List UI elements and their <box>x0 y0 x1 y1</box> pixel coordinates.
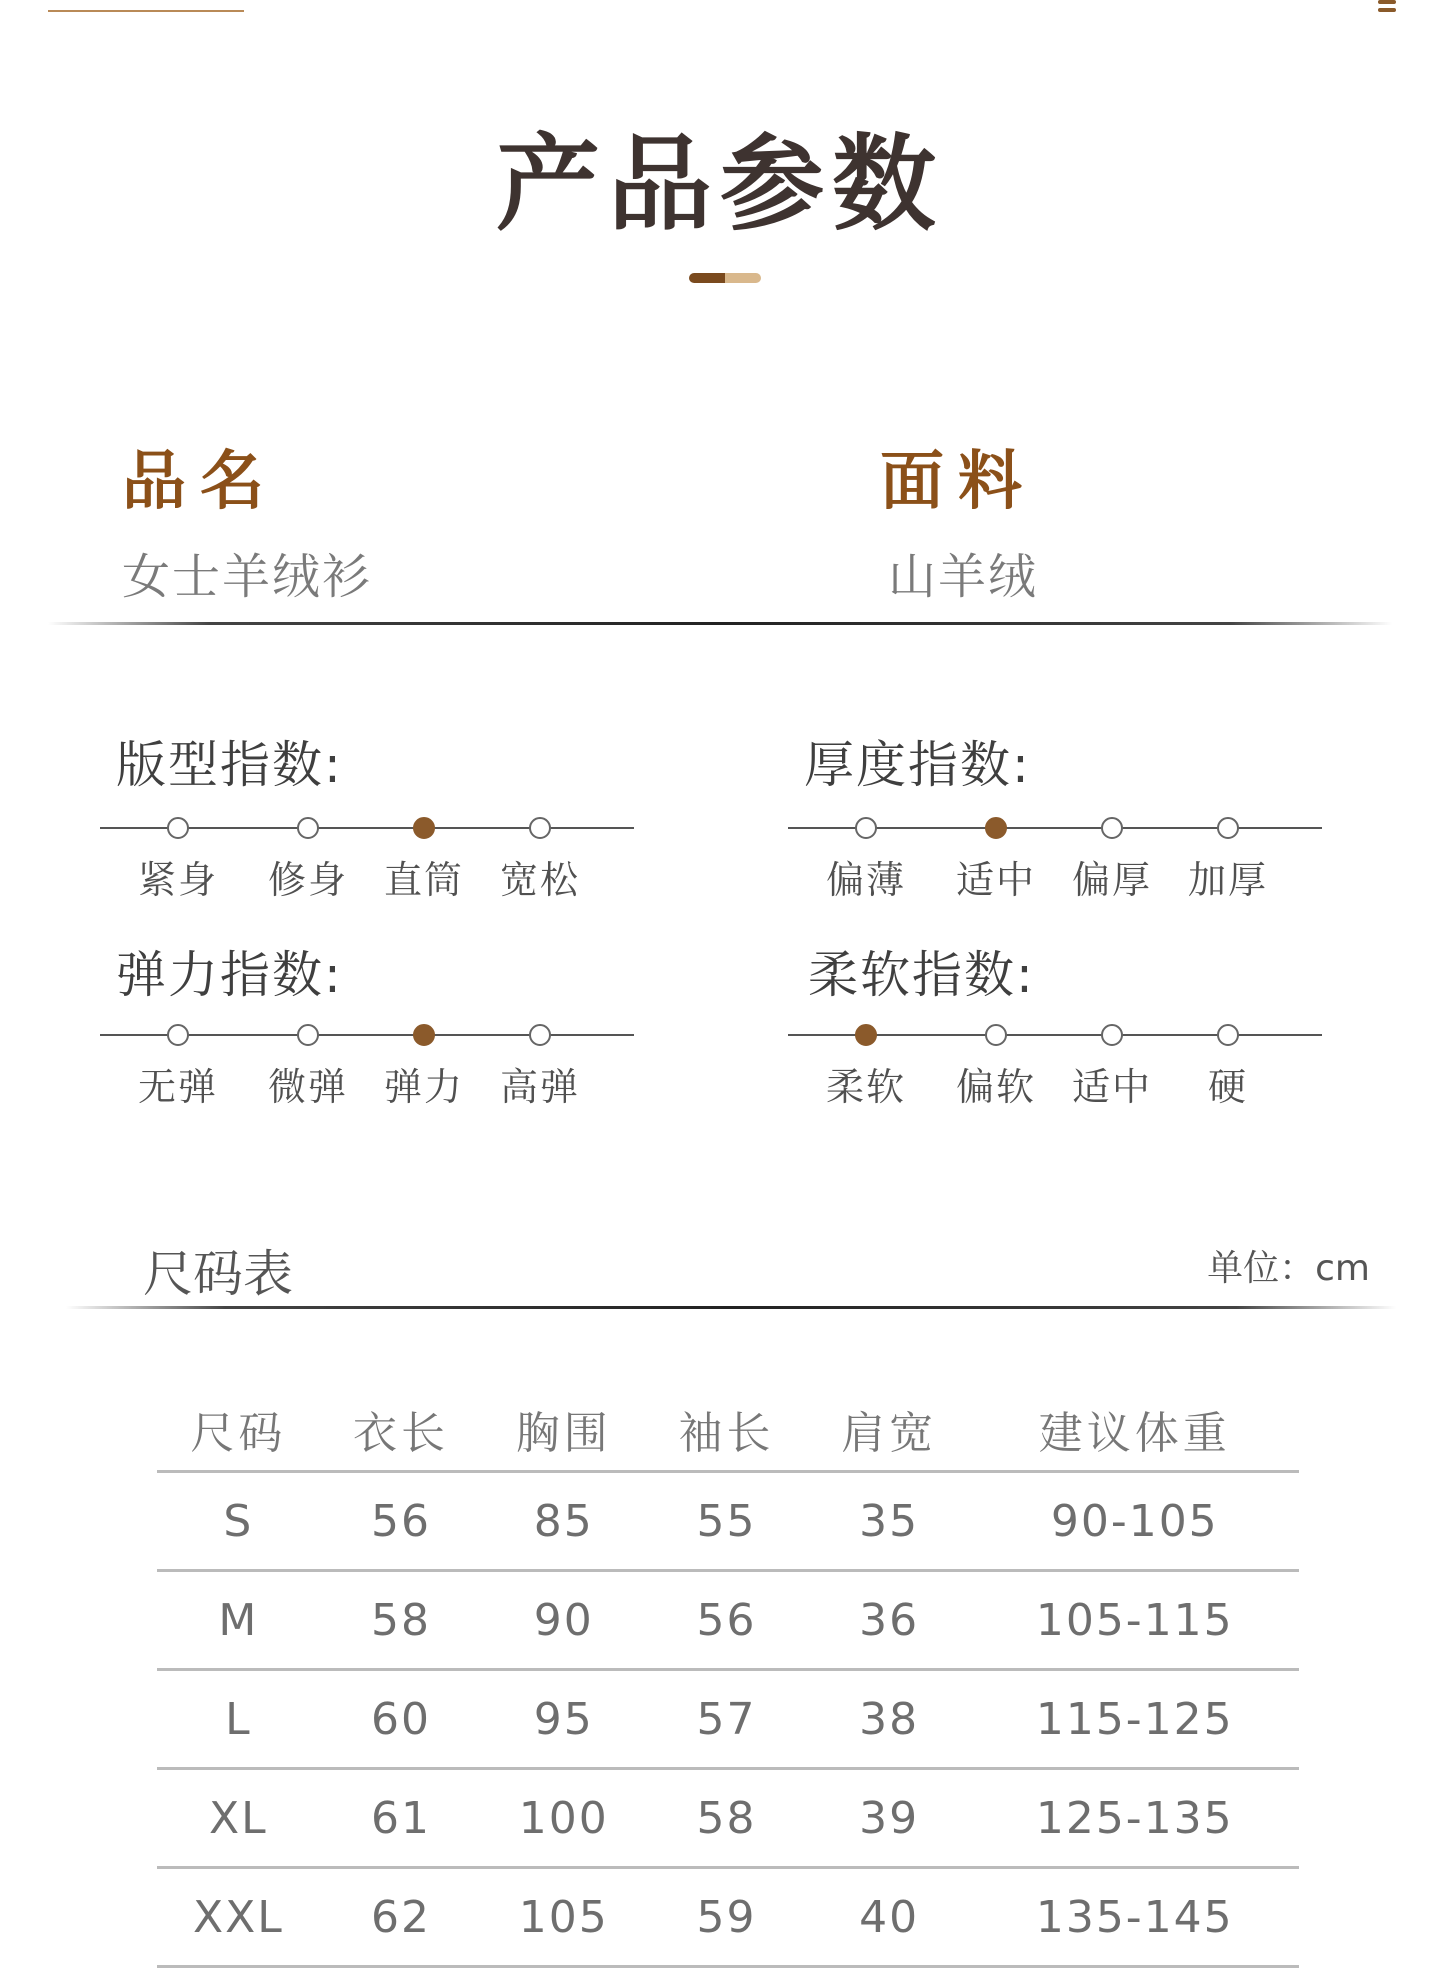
header-size: 尺码 <box>157 1396 320 1472</box>
scale-dot-selected <box>855 1024 877 1046</box>
table-cell: 39 <box>808 1769 971 1868</box>
table-cell: XXL <box>157 1868 320 1967</box>
size-table-title: 尺码表 <box>143 1245 293 1303</box>
scale-dot <box>167 817 189 839</box>
table-cell: 36 <box>808 1571 971 1670</box>
header-bust: 胸围 <box>482 1396 645 1472</box>
table-cell: 56 <box>645 1571 808 1670</box>
header-shoulder: 肩宽 <box>808 1396 971 1472</box>
index-title-softness: 柔软指数: <box>808 946 1035 1004</box>
scale-dot <box>529 1024 551 1046</box>
scale-dot <box>297 817 319 839</box>
scale-dot <box>167 1024 189 1046</box>
scale-dot-selected <box>985 817 1007 839</box>
scale-option-label: 硬 <box>1207 1065 1248 1109</box>
table-cell: L <box>157 1670 320 1769</box>
scale-option-label: 修身 <box>267 858 348 902</box>
index-title-thickness: 厚度指数: <box>804 736 1031 794</box>
scale-option-label: 加厚 <box>1187 858 1268 902</box>
table-cell: M <box>157 1571 320 1670</box>
fabric-value: 山羊绒 <box>888 549 1039 605</box>
table-cell: 105-115 <box>971 1571 1299 1670</box>
scale-option-label: 直筒 <box>383 858 464 902</box>
table-cell: 125-135 <box>971 1769 1299 1868</box>
table-cell: S <box>157 1472 320 1571</box>
fit-index-scale <box>100 807 634 907</box>
table-row <box>157 1571 1299 1670</box>
elasticity-index-scale <box>100 1014 634 1114</box>
scale-option-label: 适中 <box>1071 1065 1152 1109</box>
menu-icon <box>1378 0 1396 14</box>
info-divider <box>48 622 1392 625</box>
table-cell: 62 <box>320 1868 483 1967</box>
table-row <box>157 1670 1299 1769</box>
fabric-label: 面料 <box>880 445 1036 519</box>
scale-dot <box>855 817 877 839</box>
table-cell: 60 <box>320 1670 483 1769</box>
scale-dot-selected <box>413 817 435 839</box>
scale-option-label: 偏软 <box>955 1065 1036 1109</box>
softness-index-scale <box>788 1014 1322 1114</box>
table-row <box>157 1868 1299 1967</box>
scale-dot <box>1101 1024 1123 1046</box>
table-cell: 100 <box>482 1769 645 1868</box>
table-cell: 38 <box>808 1670 971 1769</box>
table-cell: XL <box>157 1769 320 1868</box>
scale-option-label: 适中 <box>955 858 1036 902</box>
scale-option-label: 高弹 <box>499 1065 580 1109</box>
size-table-unit: 单位：cm <box>1207 1248 1370 1289</box>
header-sleeve: 袖长 <box>645 1396 808 1472</box>
table-cell: 58 <box>320 1571 483 1670</box>
scale-option-label: 弹力 <box>383 1065 464 1109</box>
header-weight: 建议体重 <box>971 1396 1299 1472</box>
table-cell: 55 <box>645 1472 808 1571</box>
page-title: 产品参数 <box>495 123 944 245</box>
product-name-value: 女士羊绒衫 <box>122 549 373 605</box>
table-cell: 115-125 <box>971 1670 1299 1769</box>
title-accent-bar <box>689 273 761 283</box>
table-row <box>157 1769 1299 1868</box>
table-cell: 90-105 <box>971 1472 1299 1571</box>
table-cell: 59 <box>645 1868 808 1967</box>
table-row <box>157 1472 1299 1571</box>
table-cell: 56 <box>320 1472 483 1571</box>
scale-dot <box>1217 817 1239 839</box>
table-cell: 35 <box>808 1472 971 1571</box>
scale-dot <box>297 1024 319 1046</box>
table-cell: 90 <box>482 1571 645 1670</box>
scale-option-label: 偏薄 <box>825 858 906 902</box>
table-cell: 105 <box>482 1868 645 1967</box>
thickness-index-scale <box>788 807 1322 907</box>
table-cell: 95 <box>482 1670 645 1769</box>
size-table-divider <box>66 1306 1396 1309</box>
scale-option-label: 偏厚 <box>1071 858 1152 902</box>
scale-option-label: 微弹 <box>267 1065 348 1109</box>
scale-dot-selected <box>413 1024 435 1046</box>
table-cell: 135-145 <box>971 1868 1299 1967</box>
product-name-label: 品名 <box>122 445 278 519</box>
index-title-elasticity: 弹力指数: <box>116 946 343 1004</box>
size-table <box>157 1396 1299 1968</box>
scale-option-label: 无弹 <box>137 1065 218 1109</box>
table-cell: 58 <box>645 1769 808 1868</box>
scale-option-label: 柔软 <box>825 1065 906 1109</box>
scale-dot <box>985 1024 1007 1046</box>
scale-dot <box>1217 1024 1239 1046</box>
scale-option-label: 紧身 <box>137 858 218 902</box>
table-cell: 57 <box>645 1670 808 1769</box>
table-cell: 61 <box>320 1769 483 1868</box>
size-table-header-row <box>157 1396 1299 1472</box>
table-cell: 85 <box>482 1472 645 1571</box>
scale-option-label: 宽松 <box>499 858 580 902</box>
top-divider <box>48 10 244 12</box>
table-cell: 40 <box>808 1868 971 1967</box>
scale-dot <box>1101 817 1123 839</box>
scale-dot <box>529 817 551 839</box>
index-title-fit: 版型指数: <box>116 736 343 794</box>
header-length: 衣长 <box>320 1396 483 1472</box>
